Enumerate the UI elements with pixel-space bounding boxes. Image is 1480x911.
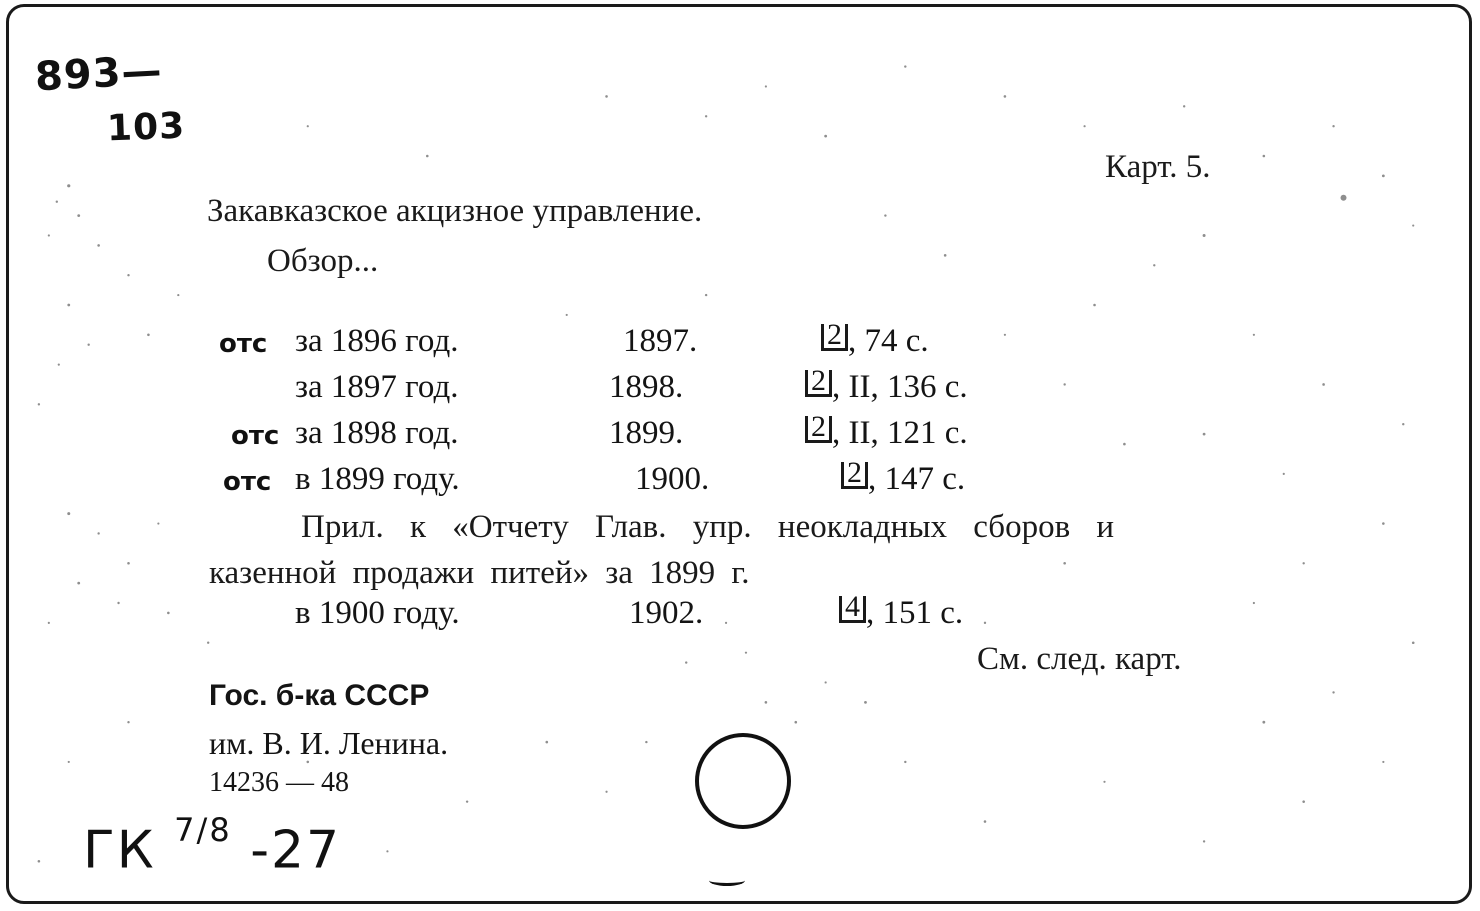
- entry-pages: [839, 589, 964, 632]
- entry-bracket: 4: [839, 596, 866, 623]
- entry-mark: отс: [219, 329, 268, 359]
- entry-year: 1900.: [635, 461, 710, 497]
- note-line-2: казенной продажи питей» за 1899 г.: [209, 555, 750, 591]
- entry-period: за 1897 год.: [295, 369, 459, 405]
- entry-pages-text: , 151 с.: [866, 595, 964, 631]
- entry-bracket: 2: [805, 416, 832, 443]
- entry-year: 1899.: [609, 415, 684, 451]
- shelf-mark-line-2: 103: [106, 105, 186, 150]
- entry-year: 1902.: [629, 595, 704, 631]
- entry-mark: отс: [223, 467, 272, 497]
- entry-period: в 1899 году.: [295, 461, 460, 497]
- note-line-1: Прил. к «Отчету Глав. упр. неокладных сборов и: [301, 509, 1115, 545]
- entry-period: за 1898 год.: [295, 415, 459, 451]
- entry-pages-text: , II, 121 с.: [832, 415, 968, 451]
- imprint-name: им. В. И. Ленина.: [209, 725, 449, 761]
- entry-pages: [805, 363, 968, 406]
- imprint-number: 14236 — 48: [209, 767, 349, 798]
- entry-period: за 1896 год.: [295, 323, 459, 359]
- entry-pages: [841, 455, 966, 498]
- entry-bracket: 2: [805, 370, 832, 397]
- imprint-library: Гос. б-ка СССР: [209, 679, 430, 712]
- entry-pages: [805, 409, 968, 452]
- entry-bracket: 2: [821, 324, 848, 351]
- entry-year: 1898.: [609, 369, 684, 405]
- punch-hole: [695, 733, 791, 829]
- entry-bracket: 2: [841, 462, 868, 489]
- handwritten-code-suffix: -27: [250, 820, 342, 881]
- entry-pages-text: , II, 136 с.: [832, 369, 968, 405]
- card-number: Карт. 5.: [1105, 149, 1211, 185]
- hole-mark: [709, 875, 745, 886]
- see-next-card: См. след. карт.: [977, 641, 1182, 677]
- shelf-mark-line-1: 893—: [33, 47, 164, 101]
- handwritten-code-fraction: 7/8: [174, 811, 232, 849]
- entry-period: в 1900 году.: [295, 595, 460, 631]
- entry-pages-text: , 147 с.: [868, 461, 966, 497]
- entry-pages-text: , 74 с.: [848, 323, 929, 359]
- entry-year: 1897.: [623, 323, 698, 359]
- entry-mark: отс: [231, 421, 280, 451]
- entry-pages: [821, 317, 929, 360]
- handwritten-code-prefix: ГК: [83, 820, 156, 881]
- catalog-card: [6, 4, 1472, 904]
- card-title: Закавказское акцизное управление.: [207, 193, 703, 229]
- handwritten-code: [83, 811, 342, 881]
- card-subtitle: Обзор...: [267, 243, 379, 279]
